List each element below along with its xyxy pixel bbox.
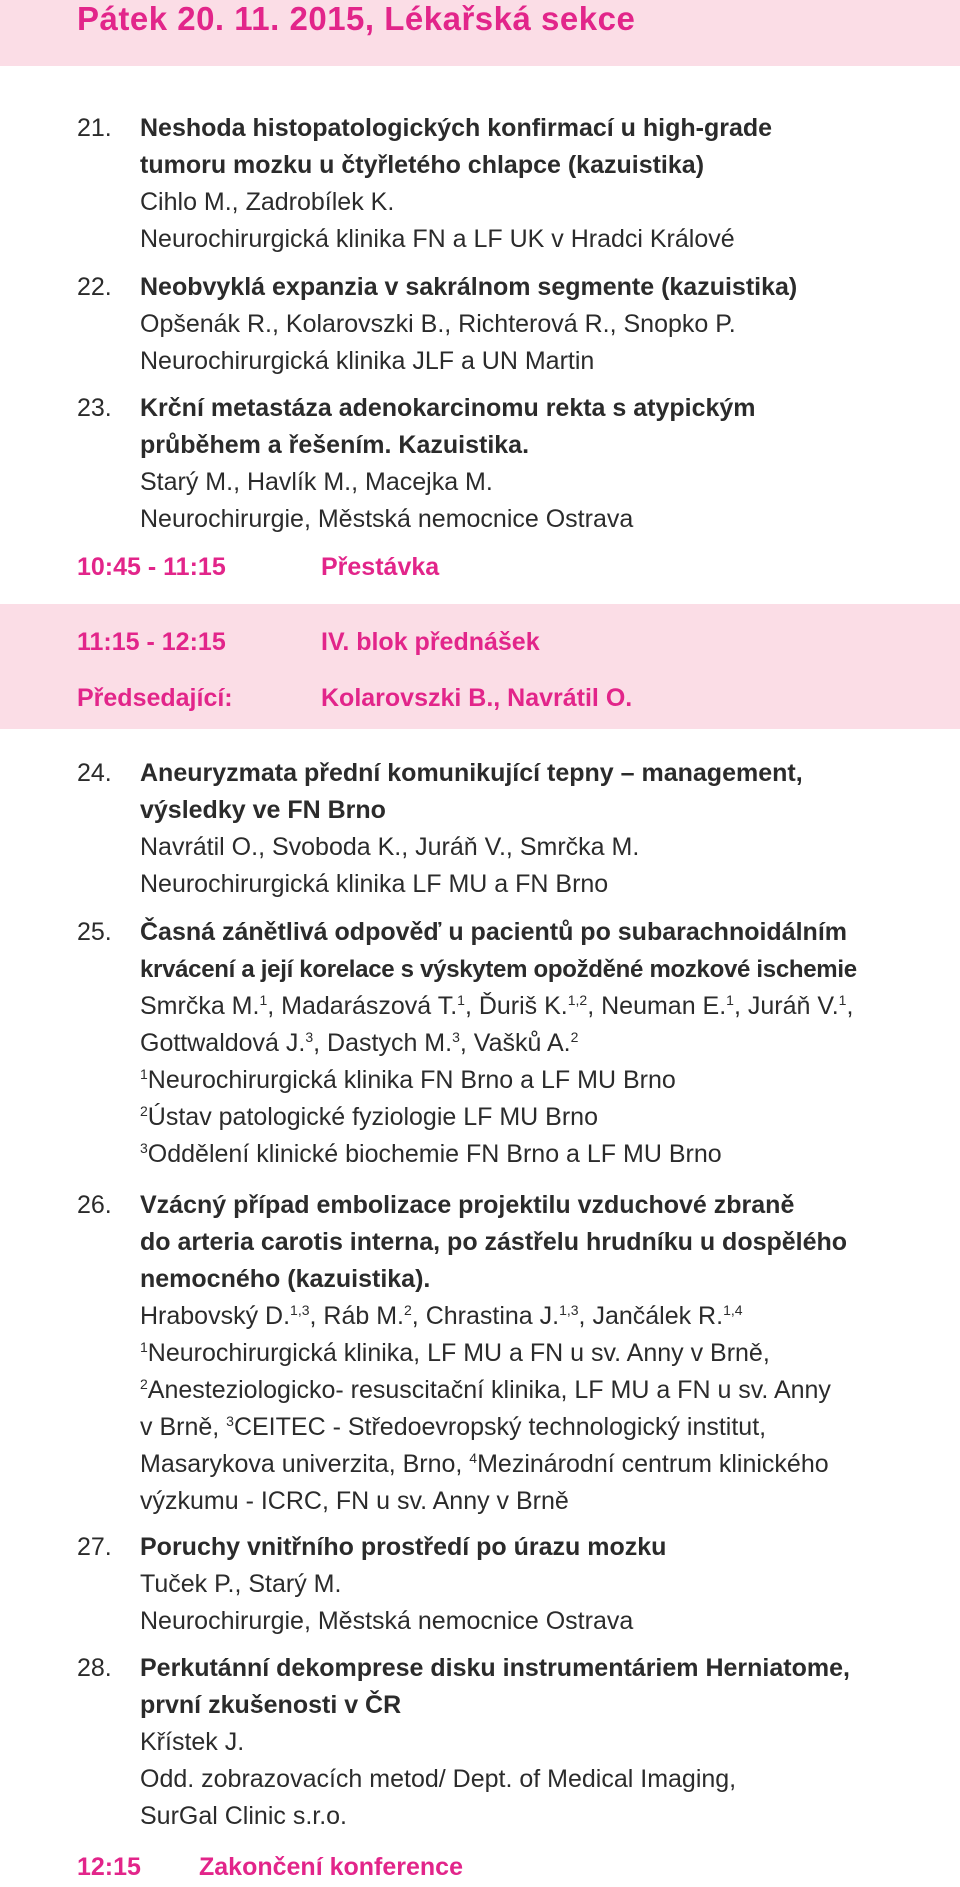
item-affiliation: Neurochirurgická klinika FN a LF UK v Hradci Králové (140, 225, 735, 253)
item-affiliation: $^1$Neurochirurgická klinika, LF MU a FN u sv. Anny v Brně, (140, 1339, 770, 1367)
item-title: Neobvyklá expanzia v sakrálnom segmente (kazuistika) (140, 273, 798, 301)
list-item (77, 110, 947, 258)
closing-label: Zakončení konference (199, 1853, 463, 1881)
item-title: Vzácný případ embolizace projektilu vzduchové zbraně (140, 1191, 795, 1219)
item-number: 28. (77, 1654, 112, 1682)
item-title: výsledky ve FN Brno (140, 796, 386, 824)
item-number: 27. (77, 1533, 112, 1561)
item-authors: Smrčka M.$^1$, Madarászová T.$^1$, Ďuriš K.$^{1,2}$, Neuman E.$^1$, Juráň V.$^1$, (140, 992, 854, 1020)
item-affiliation: Masarykova univerzita, Brno, $^4$Mezinárodní centrum klinického (140, 1450, 829, 1478)
chair-names: Kolarovszki B., Navrátil O. (321, 684, 633, 712)
item-title: Poruchy vnitřního prostředí po úrazu mozku (140, 1533, 667, 1561)
item-number: 24. (77, 759, 112, 787)
item-title: první zkušenosti v ČR (140, 1691, 402, 1719)
item-affiliation: SurGal Clinic s.r.o. (140, 1802, 348, 1830)
item-affiliation: Neurochirurgická klinika JLF a UN Martin (140, 347, 595, 375)
item-title: Časná zánětlivá odpověď u pacientů po subarachnoidálním (140, 918, 847, 946)
item-number: 25. (77, 918, 112, 946)
item-authors: Tuček P., Starý M. (140, 1570, 342, 1598)
item-title: Krční metastáza adenokarcinomu rekta s atypickým (140, 394, 756, 422)
list-item (77, 914, 947, 1173)
item-authors: Navrátil O., Svoboda K., Juráň V., Smrčka M. (140, 833, 640, 861)
chair-label: Předsedající: (77, 684, 233, 712)
item-authors: Křístek J. (140, 1728, 245, 1756)
break-label: Přestávka (321, 553, 440, 581)
closing-row (77, 1851, 463, 1883)
break-time: 10:45 - 11:15 (77, 553, 226, 581)
chair-row (77, 682, 633, 714)
item-title: tumoru mozku u čtyřletého chlapce (kazuistika) (140, 151, 705, 179)
item-affiliation: výzkumu - ICRC, FN u sv. Anny v Brně (140, 1487, 569, 1515)
item-title: nemocného (kazuistika). (140, 1265, 431, 1293)
item-title: Neshoda histopatologických konfirmací u high-grade (140, 114, 773, 142)
item-number: 23. (77, 394, 112, 422)
item-affiliation: $^3$Oddělení klinické biochemie FN Brno a LF MU Brno (140, 1140, 722, 1168)
list-item (77, 755, 947, 903)
item-title: průběhem a řešením. Kazuistika. (140, 431, 530, 459)
list-item (77, 269, 947, 380)
item-authors: Hrabovský D.$^{1,3}$, Ráb M.$^2$, Chrastina J.$^{1,3}$, Jančálek R.$^{1,4}$ (140, 1302, 743, 1330)
list-item (77, 1187, 947, 1520)
item-affiliation: Odd. zobrazovacích metod/ Dept. of Medical Imaging, (140, 1765, 737, 1793)
closing-time: 12:15 (77, 1853, 141, 1881)
block-time: 11:15 - 12:15 (77, 628, 226, 656)
list-item (77, 390, 947, 538)
item-title: krvácení a její korelace s výskytem opožděné mozkové ischemie (140, 956, 857, 983)
break-row (77, 551, 440, 583)
block-row (77, 626, 540, 658)
item-number: 26. (77, 1191, 112, 1219)
item-affiliation: $^1$Neurochirurgická klinika FN Brno a LF MU Brno (140, 1066, 676, 1094)
item-authors: Gottwaldová J.$^3$, Dastych M.$^3$, Vašků A.$^2$ (140, 1029, 579, 1057)
item-authors: Cihlo M., Zadrobílek K. (140, 188, 395, 216)
list-item (77, 1529, 947, 1640)
page-title: Pátek 20. 11. 2015, Lékařská sekce (77, 0, 636, 37)
item-affiliation: Neurochirurgie, Městská nemocnice Ostrava (140, 505, 634, 533)
item-title: do arteria carotis interna, po zástřelu hrudníku u dospělého (140, 1228, 848, 1256)
item-authors: Opšenák R., Kolarovszki B., Richterová R., Snopko P. (140, 310, 736, 338)
list-item (77, 1650, 947, 1835)
item-number: 22. (77, 273, 112, 301)
item-title: Aneuryzmata přední komunikující tepny – management, (140, 759, 803, 787)
item-title: Perkutánní dekomprese disku instrumentáriem Herniatome, (140, 1654, 850, 1682)
item-affiliation: Neurochirurgie, Městská nemocnice Ostrava (140, 1607, 634, 1635)
item-authors: Starý M., Havlík M., Macejka M. (140, 468, 493, 496)
item-number: 21. (77, 114, 112, 142)
item-affiliation: $^2$Anesteziologicko- resuscitační klinika, LF MU a FN u sv. Anny (140, 1376, 831, 1404)
block-label: IV. blok přednášek (321, 628, 540, 656)
item-affiliation: Neurochirurgická klinika LF MU a FN Brno (140, 870, 609, 898)
item-affiliation: $^2$Ústav patologické fyziologie LF MU Brno (140, 1103, 598, 1131)
item-affiliation: v Brně, $^3$CEITEC - Středoevropský technologický institut, (140, 1413, 767, 1441)
